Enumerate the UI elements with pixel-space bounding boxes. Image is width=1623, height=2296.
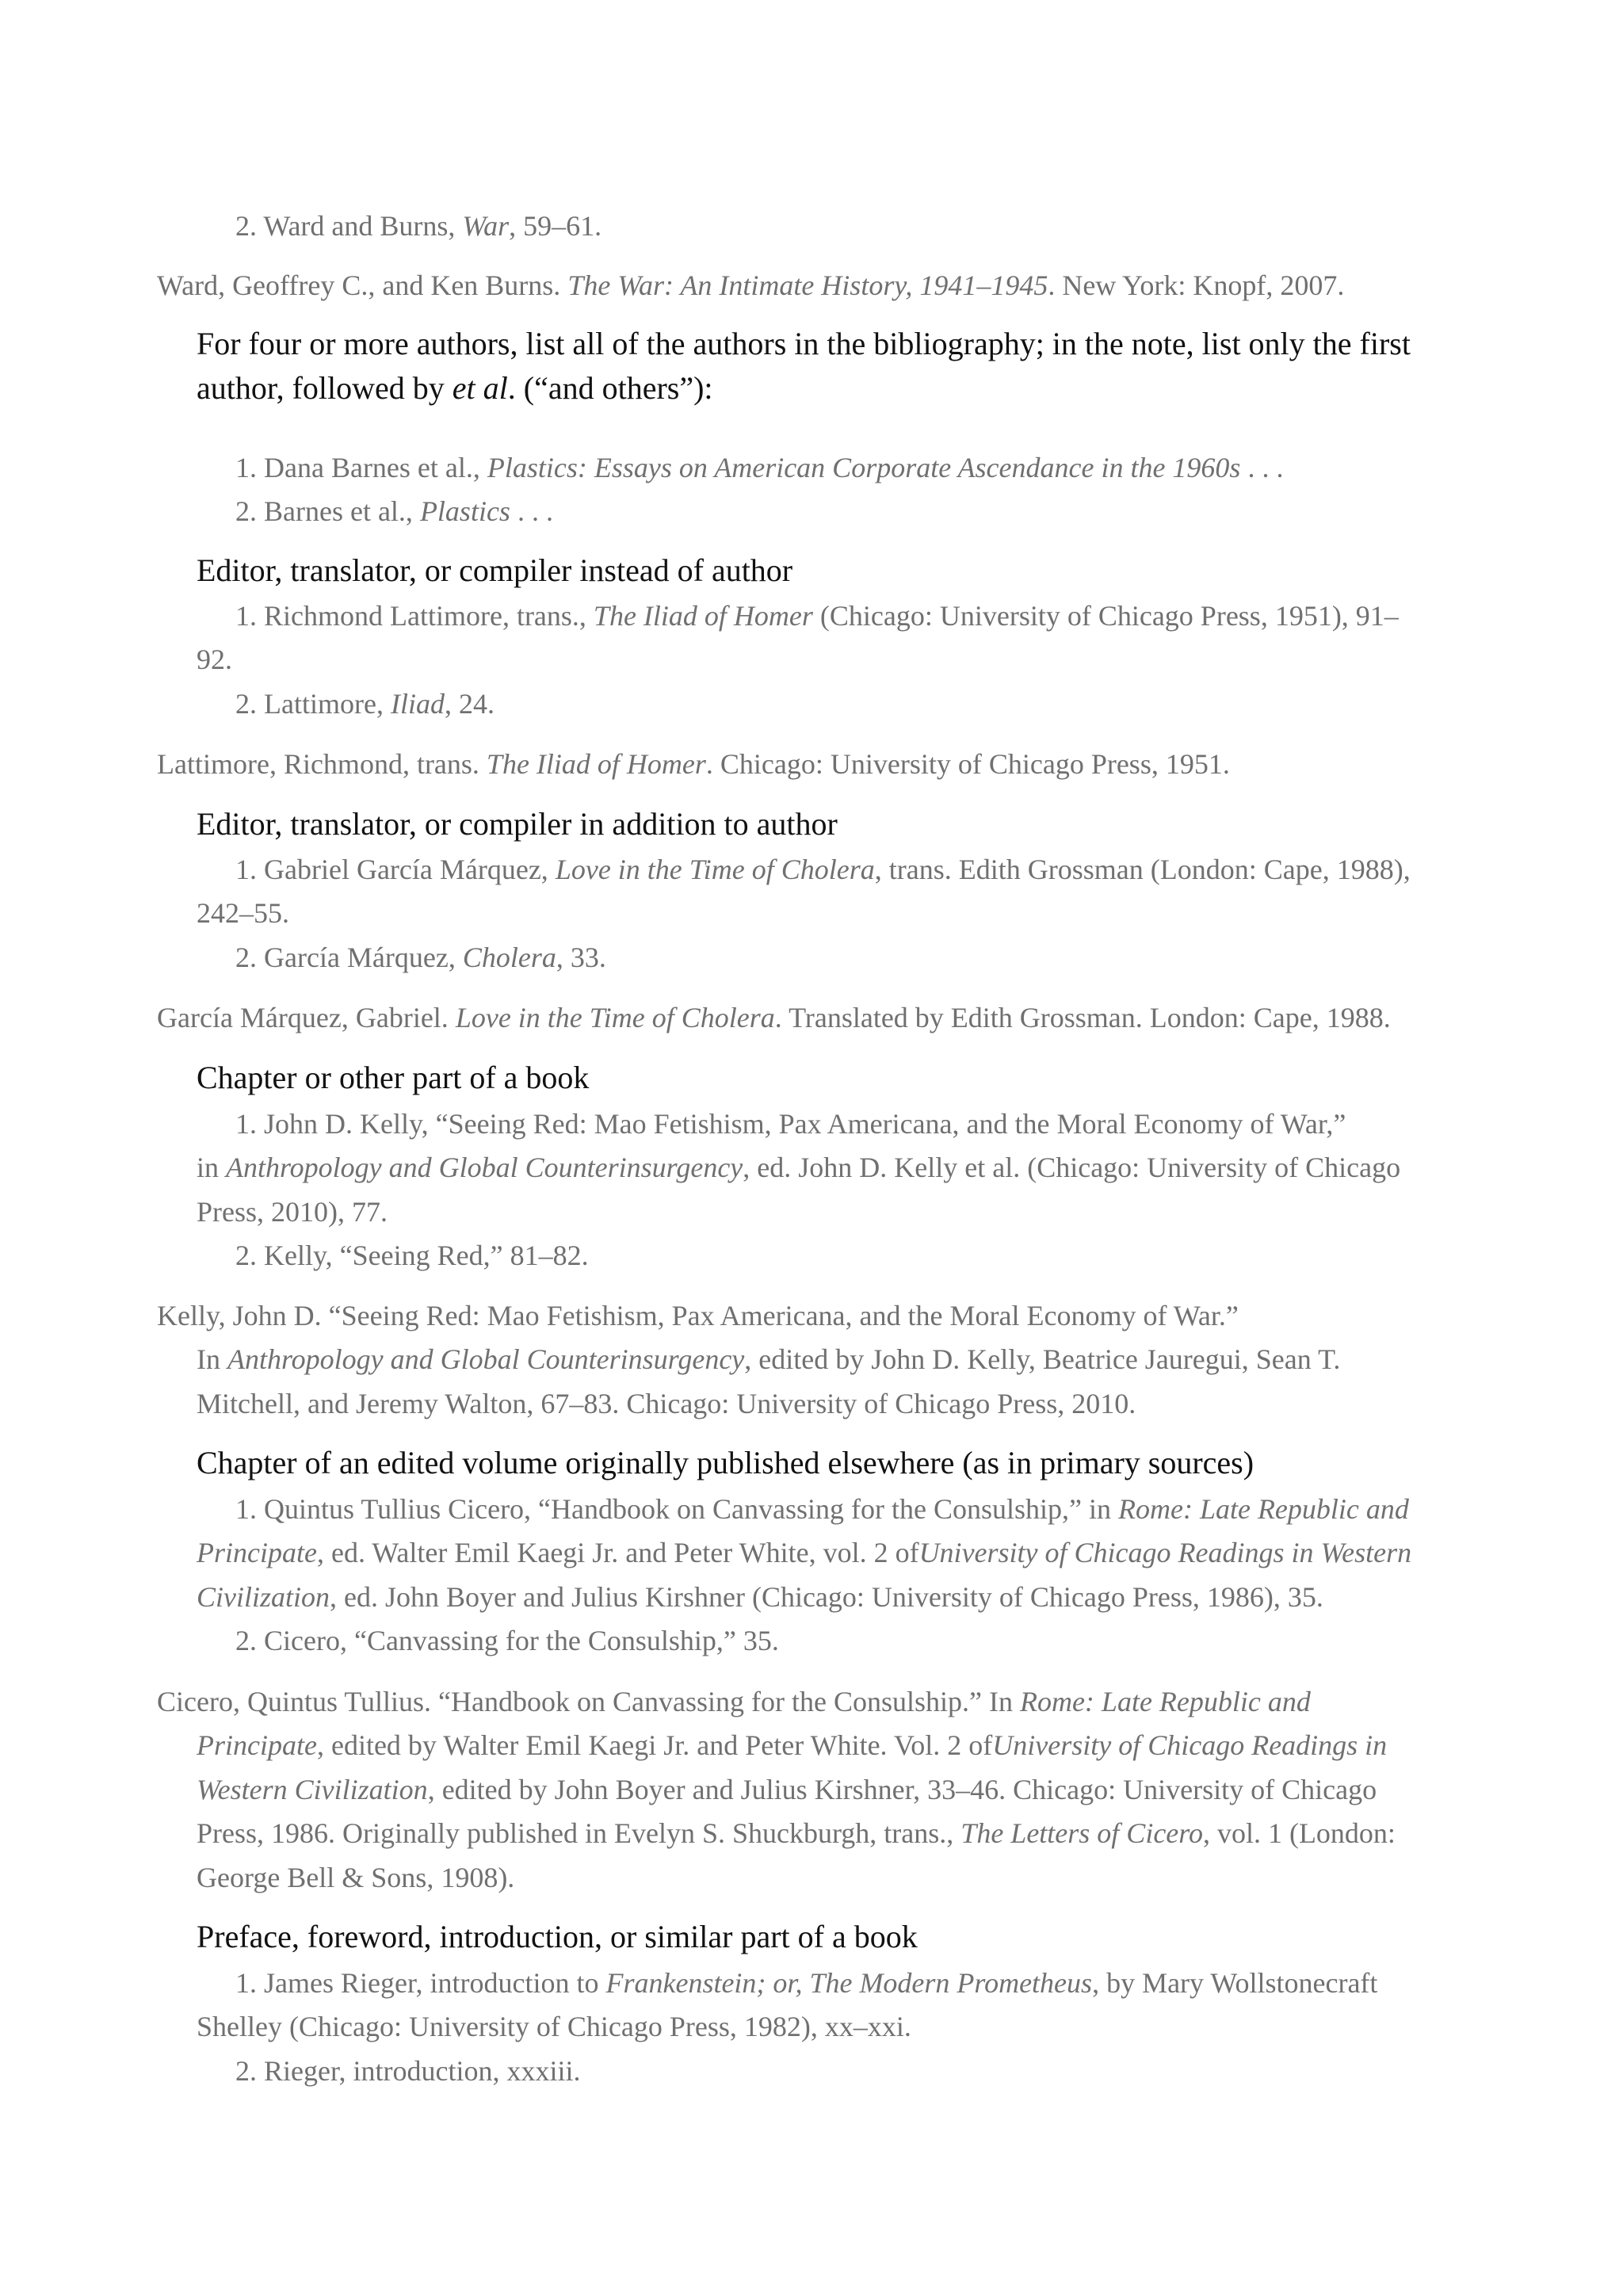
- text-segment: 2. Barnes et al.,: [235, 495, 420, 527]
- text-segment: 242–55.: [197, 897, 289, 929]
- bibliography-line: [157, 1298, 1239, 1333]
- italic-title: Principate: [197, 1729, 317, 1761]
- note-line: [235, 1623, 779, 1658]
- text-segment: Chapter of an edited volume originally published elsewhere (as in primary sources): [197, 1445, 1254, 1480]
- italic-title: The War: An Intimate History, 1941–1945: [567, 269, 1048, 301]
- italic-title: The Iliad of Homer: [486, 748, 706, 780]
- bibliography-line: [197, 1728, 1387, 1763]
- note-line: [235, 450, 1283, 485]
- italic-title: Frankenstein; or, The Modern Prometheus: [605, 1967, 1093, 1999]
- italic-title: University of Chicago Readings in Western: [918, 1537, 1412, 1568]
- bibliography-line: [157, 1684, 1311, 1719]
- note-line: [235, 1238, 589, 1273]
- italic-title: The Letters of Cicero: [960, 1817, 1203, 1849]
- text-segment: 1. Richmond Lattimore, trans.,: [235, 600, 594, 632]
- text-segment: For four or more authors, list all of the authors in the bibliography; in the note, list only the first: [197, 326, 1411, 361]
- instruction-text: [197, 325, 1411, 363]
- italic-title: et al: [452, 370, 508, 406]
- note-line: [197, 2009, 911, 2044]
- bibliography-line: [197, 1860, 514, 1895]
- text-segment: , vol. 1 (London:: [1202, 1817, 1396, 1849]
- text-segment: 1. Quintus Tullius Cicero, “Handbook on Canvassing for the Consulship,” in: [235, 1493, 1118, 1525]
- note-line: [197, 1580, 1323, 1614]
- bibliography-line: [197, 1772, 1377, 1807]
- note-line: [197, 1535, 1411, 1570]
- text-segment: 2. Ward and Burns,: [235, 210, 463, 242]
- text-segment: 1. John D. Kelly, “Seeing Red: Mao Fetishism, Pax Americana, and the Moral Economy of War,”: [235, 1108, 1346, 1140]
- text-segment: , edited by John D. Kelly, Beatrice Jauregui, Sean T.: [744, 1343, 1341, 1375]
- note-line: [235, 940, 606, 975]
- text-segment: 1. Dana Barnes et al.,: [235, 452, 487, 483]
- italic-title: War: [462, 210, 510, 242]
- text-segment: 2. Cicero, “Canvassing for the Consulship,” 35.: [235, 1625, 779, 1656]
- text-segment: 92.: [197, 644, 232, 675]
- text-segment: (Chicago: University of Chicago Press, 1951), 91–: [812, 600, 1399, 632]
- bibliography-line: [157, 268, 1344, 303]
- text-segment: . Chicago: University of Chicago Press, 1951.: [705, 748, 1230, 780]
- note-line: [197, 896, 289, 930]
- text-segment: . Translated by Edith Grossman. London: Cape, 1988.: [774, 1002, 1391, 1033]
- bibliography-line: [157, 747, 1230, 781]
- text-segment: , 59–61.: [509, 210, 602, 242]
- text-segment: Shelley (Chicago: University of Chicago Press, 1982), xx–xxi.: [197, 2011, 911, 2042]
- text-segment: 2. Rieger, introduction, xxxiii.: [235, 2055, 581, 2087]
- text-segment: , 33.: [556, 942, 606, 973]
- note-line: [197, 642, 232, 677]
- text-segment: author, followed by: [197, 370, 453, 406]
- note-line: [235, 598, 1399, 633]
- text-segment: García Márquez, Gabriel.: [157, 1002, 456, 1033]
- text-segment: , trans. Edith Grossman (London: Cape, 1988),: [874, 854, 1411, 885]
- section-heading: [197, 1918, 918, 1956]
- text-segment: 2. Lattimore,: [235, 688, 391, 720]
- bibliography-line: [197, 1816, 1396, 1851]
- italic-title: Plastics: Essays on American Corporate Ascendance in the 1960s: [487, 452, 1241, 483]
- text-segment: George Bell & Sons, 1908).: [197, 1862, 515, 1893]
- text-segment: , 24.: [444, 688, 495, 720]
- text-segment: 1. James Rieger, introduction to: [235, 1967, 606, 1999]
- text-segment: Editor, translator, or compiler in addition to author: [197, 806, 838, 842]
- text-segment: . New York: Knopf, 2007.: [1048, 269, 1345, 301]
- text-segment: Editor, translator, or compiler instead of author: [197, 552, 793, 588]
- text-segment: Press, 1986. Originally published in Evelyn S. Shuckburgh, trans.,: [197, 1817, 961, 1849]
- text-segment: Lattimore, Richmond, trans.: [157, 748, 487, 780]
- italic-title: Rome: Late Republic and: [1117, 1493, 1409, 1525]
- text-segment: 1. Gabriel García Márquez,: [235, 854, 556, 885]
- instruction-text: [197, 369, 713, 407]
- text-segment: . . .: [510, 495, 553, 527]
- note-line: [235, 1492, 1409, 1526]
- italic-title: Rome: Late Republic and: [1019, 1686, 1311, 1717]
- text-segment: , edited by Walter Emil Kaegi Jr. and Peter White. Vol. 2 of: [316, 1729, 993, 1761]
- italic-title: Cholera: [462, 942, 556, 973]
- note-line: [235, 852, 1411, 887]
- section-heading: [197, 805, 838, 843]
- section-heading: [197, 1444, 1254, 1482]
- note-line: [235, 1966, 1377, 2000]
- text-segment: 2. García Márquez,: [235, 942, 463, 973]
- italic-title: Western Civilization: [197, 1774, 428, 1805]
- bibliography-line: [197, 1386, 1136, 1421]
- text-segment: in: [197, 1152, 227, 1183]
- text-segment: Chapter or other part of a book: [197, 1060, 590, 1095]
- text-segment: . (“and others”):: [507, 370, 713, 406]
- italic-title: University of Chicago Readings in: [992, 1729, 1388, 1761]
- text-segment: Preface, foreword, introduction, or similar part of a book: [197, 1919, 918, 1954]
- text-segment: Cicero, Quintus Tullius. “Handbook on Canvassing for the Consulship.” In: [157, 1686, 1020, 1717]
- section-heading: [197, 552, 792, 590]
- italic-title: The Iliad of Homer: [593, 600, 813, 632]
- text-segment: , ed. Walter Emil Kaegi Jr. and Peter White, vol. 2 of: [316, 1537, 919, 1568]
- italic-title: Love in the Time of Cholera: [555, 854, 875, 885]
- note-line: [235, 494, 553, 529]
- italic-title: Civilization: [197, 1581, 330, 1613]
- italic-title: Love in the Time of Cholera: [455, 1002, 775, 1033]
- text-segment: , by Mary Wollstonecraft: [1092, 1967, 1378, 1999]
- text-segment: 2. Kelly, “Seeing Red,” 81–82.: [235, 1240, 589, 1271]
- text-segment: , edited by John Boyer and Julius Kirshner, 33–46. Chicago: University of Chicago: [427, 1774, 1377, 1805]
- note-line: [235, 686, 495, 721]
- italic-title: Iliad: [390, 688, 445, 720]
- bibliography-line: [157, 1000, 1391, 1035]
- italic-title: Plastics: [419, 495, 510, 527]
- text-segment: Kelly, John D. “Seeing Red: Mao Fetishism, Pax Americana, and the Moral Economy of War.”: [157, 1300, 1239, 1331]
- text-segment: In: [197, 1343, 227, 1375]
- note-line: [235, 1106, 1346, 1141]
- italic-title: Anthropology and Global Counterinsurgency: [226, 1152, 743, 1183]
- text-segment: Mitchell, and Jeremy Walton, 67–83. Chicago: University of Chicago Press, 2010.: [197, 1388, 1136, 1419]
- bibliography-line: [197, 1342, 1340, 1377]
- text-segment: , ed. John Boyer and Julius Kirshner (Chicago: University of Chicago Press, 1986), 35.: [330, 1581, 1323, 1613]
- note-line: [235, 2053, 581, 2088]
- note-line: [197, 1194, 388, 1229]
- text-segment: Press, 2010), 77.: [197, 1196, 388, 1228]
- note-line: [197, 1150, 1400, 1185]
- text-segment: . . .: [1240, 452, 1284, 483]
- italic-title: Principate: [197, 1537, 317, 1568]
- italic-title: Anthropology and Global Counterinsurgency: [227, 1343, 745, 1375]
- section-heading: [197, 1059, 589, 1097]
- text-segment: Ward, Geoffrey C., and Ken Burns.: [157, 269, 568, 301]
- text-segment: , ed. John D. Kelly et al. (Chicago: University of Chicago: [743, 1152, 1401, 1183]
- note-line: [235, 208, 601, 243]
